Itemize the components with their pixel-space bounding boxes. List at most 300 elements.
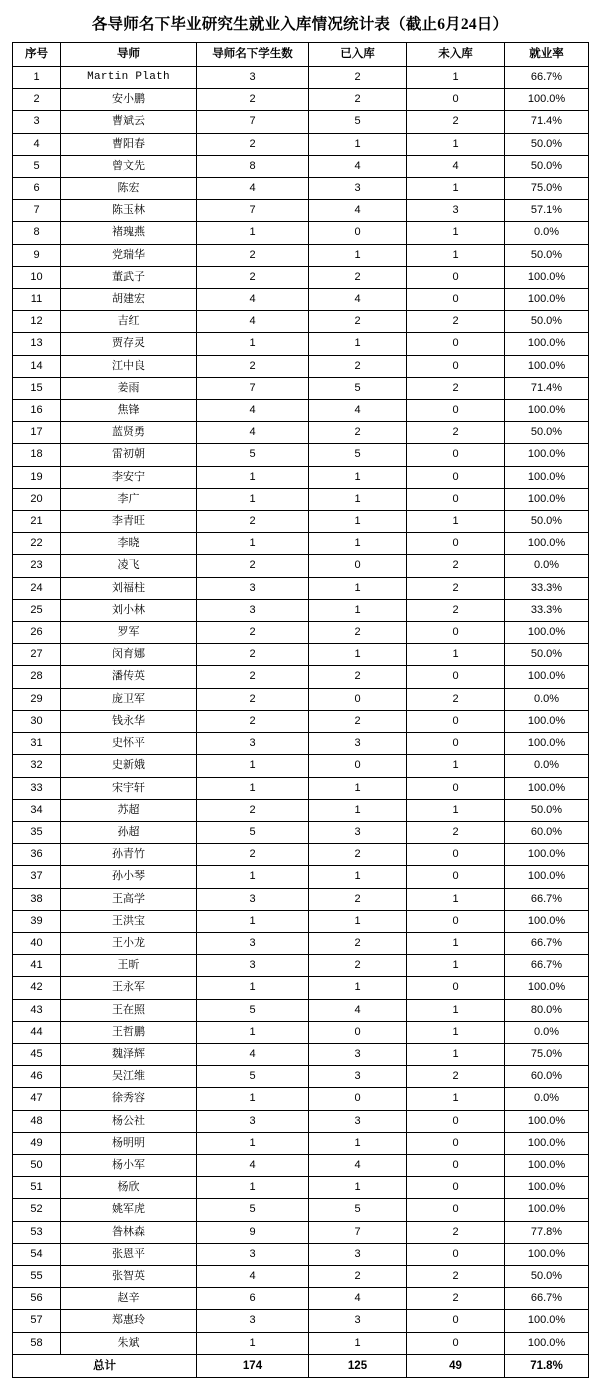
page-title: 各导师名下毕业研究生就业入库情况统计表（截止6月24日） — [91, 16, 509, 33]
cell-entered: 1 — [309, 1332, 407, 1354]
table-row — [13, 1177, 589, 1199]
cell-not-entered: 0 — [407, 89, 505, 111]
cell-not-entered: 1 — [407, 1021, 505, 1043]
cell-employment-rate: 80.0% — [505, 999, 589, 1021]
cell-index: 5 — [13, 155, 61, 177]
table-row — [13, 1199, 589, 1221]
cell-entered: 1 — [309, 777, 407, 799]
cell-advisor: Martin Plath — [61, 67, 197, 89]
cell-employment-rate: 33.3% — [505, 599, 589, 621]
cell-employment-rate: 50.0% — [505, 133, 589, 155]
cell-not-entered: 2 — [407, 555, 505, 577]
table-row — [13, 89, 589, 111]
cell-index: 50 — [13, 1154, 61, 1176]
cell-not-entered: 0 — [407, 488, 505, 510]
column-header-not-entered: 未入库 — [407, 43, 505, 67]
cell-index: 43 — [13, 999, 61, 1021]
cell-index: 44 — [13, 1021, 61, 1043]
cell-advisor: 吉红 — [61, 311, 197, 333]
cell-advisor: 刘福柱 — [61, 577, 197, 599]
cell-advisor: 孙超 — [61, 821, 197, 843]
cell-index: 36 — [13, 844, 61, 866]
cell-not-entered: 1 — [407, 932, 505, 954]
cell-advisor: 张智英 — [61, 1265, 197, 1287]
cell-student-count: 2 — [197, 666, 309, 688]
cell-employment-rate: 100.0% — [505, 866, 589, 888]
table-row — [13, 644, 589, 666]
cell-entered: 2 — [309, 67, 407, 89]
cell-index: 31 — [13, 733, 61, 755]
cell-advisor: 朱斌 — [61, 1332, 197, 1354]
cell-index: 52 — [13, 1199, 61, 1221]
cell-student-count: 4 — [197, 1154, 309, 1176]
table-row — [13, 688, 589, 710]
table-row — [13, 1332, 589, 1354]
cell-student-count: 2 — [197, 555, 309, 577]
cell-student-count: 7 — [197, 200, 309, 222]
cell-not-entered: 0 — [407, 777, 505, 799]
cell-not-entered: 0 — [407, 866, 505, 888]
cell-advisor: 昝林森 — [61, 1221, 197, 1243]
cell-index: 30 — [13, 710, 61, 732]
table-row — [13, 866, 589, 888]
cell-not-entered: 0 — [407, 1243, 505, 1265]
cell-student-count: 5 — [197, 1199, 309, 1221]
cell-index: 42 — [13, 977, 61, 999]
cell-index: 56 — [13, 1288, 61, 1310]
table-row — [13, 1221, 589, 1243]
cell-not-entered: 1 — [407, 799, 505, 821]
cell-student-count: 5 — [197, 821, 309, 843]
cell-not-entered: 0 — [407, 1177, 505, 1199]
cell-advisor: 曾文先 — [61, 155, 197, 177]
cell-employment-rate: 100.0% — [505, 1332, 589, 1354]
table-row — [13, 133, 589, 155]
cell-entered: 2 — [309, 355, 407, 377]
cell-index: 39 — [13, 910, 61, 932]
cell-entered: 4 — [309, 289, 407, 311]
cell-not-entered: 1 — [407, 955, 505, 977]
cell-employment-rate: 100.0% — [505, 89, 589, 111]
cell-advisor: 安小鹏 — [61, 89, 197, 111]
total-employment-rate: 71.8% — [505, 1354, 589, 1377]
cell-index: 21 — [13, 511, 61, 533]
cell-advisor: 吴江维 — [61, 1066, 197, 1088]
cell-employment-rate: 33.3% — [505, 577, 589, 599]
table-row — [13, 289, 589, 311]
cell-entered: 7 — [309, 1221, 407, 1243]
cell-student-count: 5 — [197, 1066, 309, 1088]
cell-advisor: 雷初朝 — [61, 444, 197, 466]
table-row — [13, 466, 589, 488]
table-row — [13, 511, 589, 533]
cell-student-count: 3 — [197, 888, 309, 910]
cell-index: 58 — [13, 1332, 61, 1354]
table-row — [13, 599, 589, 621]
cell-employment-rate: 71.4% — [505, 111, 589, 133]
cell-entered: 3 — [309, 1066, 407, 1088]
cell-employment-rate: 100.0% — [505, 977, 589, 999]
cell-index: 27 — [13, 644, 61, 666]
cell-student-count: 1 — [197, 777, 309, 799]
cell-advisor: 闵育娜 — [61, 644, 197, 666]
cell-not-entered: 0 — [407, 977, 505, 999]
cell-employment-rate: 0.0% — [505, 222, 589, 244]
cell-entered: 2 — [309, 1265, 407, 1287]
cell-not-entered: 0 — [407, 844, 505, 866]
column-header-advisor: 导师 — [61, 43, 197, 67]
cell-entered: 2 — [309, 622, 407, 644]
table-row — [13, 733, 589, 755]
cell-employment-rate: 100.0% — [505, 333, 589, 355]
cell-advisor: 蓝贤勇 — [61, 422, 197, 444]
cell-entered: 1 — [309, 799, 407, 821]
table-row — [13, 377, 589, 399]
cell-employment-rate: 0.0% — [505, 1021, 589, 1043]
cell-employment-rate: 0.0% — [505, 755, 589, 777]
cell-entered: 1 — [309, 866, 407, 888]
cell-student-count: 4 — [197, 422, 309, 444]
cell-entered: 1 — [309, 333, 407, 355]
cell-student-count: 3 — [197, 1243, 309, 1265]
cell-student-count: 2 — [197, 89, 309, 111]
cell-not-entered: 0 — [407, 1199, 505, 1221]
table-row — [13, 67, 589, 89]
cell-not-entered: 0 — [407, 1110, 505, 1132]
cell-not-entered: 0 — [407, 1132, 505, 1154]
cell-not-entered: 2 — [407, 688, 505, 710]
cell-employment-rate: 75.0% — [505, 1043, 589, 1065]
table-row — [13, 1021, 589, 1043]
cell-entered: 3 — [309, 1310, 407, 1332]
cell-employment-rate: 100.0% — [505, 266, 589, 288]
cell-not-entered: 2 — [407, 821, 505, 843]
cell-advisor: 江中良 — [61, 355, 197, 377]
cell-student-count: 1 — [197, 1132, 309, 1154]
cell-employment-rate: 50.0% — [505, 311, 589, 333]
cell-index: 32 — [13, 755, 61, 777]
cell-advisor: 潘传英 — [61, 666, 197, 688]
cell-not-entered: 0 — [407, 400, 505, 422]
cell-not-entered: 2 — [407, 377, 505, 399]
cell-advisor: 杨小军 — [61, 1154, 197, 1176]
cell-employment-rate: 100.0% — [505, 777, 589, 799]
cell-entered: 0 — [309, 222, 407, 244]
cell-student-count: 3 — [197, 733, 309, 755]
cell-advisor: 董武子 — [61, 266, 197, 288]
cell-not-entered: 1 — [407, 1043, 505, 1065]
cell-advisor: 徐秀容 — [61, 1088, 197, 1110]
cell-entered: 4 — [309, 1154, 407, 1176]
cell-advisor: 刘小林 — [61, 599, 197, 621]
cell-entered: 3 — [309, 178, 407, 200]
cell-not-entered: 1 — [407, 1088, 505, 1110]
cell-entered: 4 — [309, 1288, 407, 1310]
cell-student-count: 4 — [197, 311, 309, 333]
cell-student-count: 2 — [197, 511, 309, 533]
cell-index: 57 — [13, 1310, 61, 1332]
table-row — [13, 821, 589, 843]
cell-entered: 1 — [309, 511, 407, 533]
cell-student-count: 7 — [197, 111, 309, 133]
cell-employment-rate: 60.0% — [505, 821, 589, 843]
cell-employment-rate: 100.0% — [505, 444, 589, 466]
cell-student-count: 3 — [197, 1310, 309, 1332]
cell-index: 54 — [13, 1243, 61, 1265]
cell-index: 13 — [13, 333, 61, 355]
cell-entered: 0 — [309, 688, 407, 710]
table-row — [13, 555, 589, 577]
cell-advisor: 史新娥 — [61, 755, 197, 777]
cell-employment-rate: 60.0% — [505, 1066, 589, 1088]
cell-not-entered: 1 — [407, 999, 505, 1021]
cell-not-entered: 1 — [407, 222, 505, 244]
cell-employment-rate: 57.1% — [505, 200, 589, 222]
table-body — [13, 67, 589, 1378]
cell-entered: 1 — [309, 910, 407, 932]
cell-student-count: 5 — [197, 444, 309, 466]
cell-employment-rate: 100.0% — [505, 1154, 589, 1176]
cell-student-count: 1 — [197, 866, 309, 888]
cell-student-count: 2 — [197, 622, 309, 644]
cell-student-count: 2 — [197, 844, 309, 866]
table-row — [13, 1243, 589, 1265]
total-not-entered: 49 — [407, 1354, 505, 1377]
table-row — [13, 533, 589, 555]
cell-not-entered: 4 — [407, 155, 505, 177]
table-row — [13, 1288, 589, 1310]
cell-employment-rate: 66.7% — [505, 1288, 589, 1310]
table-row — [13, 622, 589, 644]
cell-advisor: 郑惠玲 — [61, 1310, 197, 1332]
employment-stats-table — [12, 42, 589, 1378]
cell-not-entered: 3 — [407, 200, 505, 222]
cell-index: 29 — [13, 688, 61, 710]
cell-advisor: 焦锋 — [61, 400, 197, 422]
table-row — [13, 1310, 589, 1332]
cell-employment-rate: 100.0% — [505, 1243, 589, 1265]
cell-advisor: 赵辛 — [61, 1288, 197, 1310]
cell-not-entered: 0 — [407, 444, 505, 466]
column-header-student-count: 导师名下学生数 — [197, 43, 309, 67]
cell-index: 10 — [13, 266, 61, 288]
column-header-entered: 已入库 — [309, 43, 407, 67]
cell-employment-rate: 0.0% — [505, 1088, 589, 1110]
table-row — [13, 999, 589, 1021]
cell-student-count: 4 — [197, 1043, 309, 1065]
cell-employment-rate: 0.0% — [505, 555, 589, 577]
cell-entered: 4 — [309, 155, 407, 177]
cell-advisor: 杨公社 — [61, 1110, 197, 1132]
cell-employment-rate: 77.8% — [505, 1221, 589, 1243]
cell-student-count: 2 — [197, 355, 309, 377]
cell-advisor: 王在照 — [61, 999, 197, 1021]
table-row — [13, 666, 589, 688]
table-row — [13, 955, 589, 977]
cell-index: 19 — [13, 466, 61, 488]
cell-index: 9 — [13, 244, 61, 266]
cell-index: 6 — [13, 178, 61, 200]
cell-entered: 2 — [309, 955, 407, 977]
cell-not-entered: 1 — [407, 511, 505, 533]
cell-advisor: 胡建宏 — [61, 289, 197, 311]
table-row — [13, 311, 589, 333]
cell-not-entered: 0 — [407, 733, 505, 755]
cell-employment-rate: 75.0% — [505, 178, 589, 200]
cell-employment-rate: 66.7% — [505, 932, 589, 954]
cell-index: 28 — [13, 666, 61, 688]
cell-employment-rate: 100.0% — [505, 1310, 589, 1332]
cell-index: 20 — [13, 488, 61, 510]
cell-entered: 5 — [309, 377, 407, 399]
cell-advisor: 姚军虎 — [61, 1199, 197, 1221]
total-student-count: 174 — [197, 1354, 309, 1377]
total-label: 总计 — [13, 1354, 197, 1377]
cell-student-count: 3 — [197, 67, 309, 89]
cell-entered: 1 — [309, 599, 407, 621]
cell-employment-rate: 50.0% — [505, 155, 589, 177]
cell-not-entered: 0 — [407, 355, 505, 377]
table-row — [13, 710, 589, 732]
table-row — [13, 400, 589, 422]
cell-index: 12 — [13, 311, 61, 333]
cell-entered: 3 — [309, 733, 407, 755]
cell-student-count: 7 — [197, 377, 309, 399]
cell-entered: 2 — [309, 666, 407, 688]
cell-entered: 1 — [309, 244, 407, 266]
cell-student-count: 8 — [197, 155, 309, 177]
column-header-index: 序号 — [13, 43, 61, 67]
cell-not-entered: 0 — [407, 289, 505, 311]
cell-employment-rate: 100.0% — [505, 622, 589, 644]
cell-student-count: 2 — [197, 710, 309, 732]
cell-employment-rate: 100.0% — [505, 533, 589, 555]
cell-not-entered: 2 — [407, 422, 505, 444]
cell-employment-rate: 66.7% — [505, 888, 589, 910]
cell-employment-rate: 50.0% — [505, 644, 589, 666]
cell-index: 7 — [13, 200, 61, 222]
cell-advisor: 陈宏 — [61, 178, 197, 200]
cell-student-count: 1 — [197, 466, 309, 488]
cell-entered: 0 — [309, 1088, 407, 1110]
cell-advisor: 杨明明 — [61, 1132, 197, 1154]
cell-student-count: 4 — [197, 289, 309, 311]
table-row — [13, 178, 589, 200]
cell-entered: 0 — [309, 1021, 407, 1043]
cell-not-entered: 2 — [407, 111, 505, 133]
table-header-row — [13, 43, 589, 67]
cell-advisor: 张恩平 — [61, 1243, 197, 1265]
cell-not-entered: 1 — [407, 244, 505, 266]
cell-student-count: 1 — [197, 1088, 309, 1110]
cell-student-count: 3 — [197, 577, 309, 599]
cell-entered: 0 — [309, 755, 407, 777]
cell-student-count: 1 — [197, 1332, 309, 1354]
cell-student-count: 2 — [197, 799, 309, 821]
cell-not-entered: 0 — [407, 1154, 505, 1176]
cell-advisor: 褚瑰燕 — [61, 222, 197, 244]
cell-not-entered: 1 — [407, 755, 505, 777]
cell-student-count: 1 — [197, 222, 309, 244]
cell-index: 45 — [13, 1043, 61, 1065]
cell-advisor: 孙青竹 — [61, 844, 197, 866]
cell-student-count: 1 — [197, 533, 309, 555]
table-row — [13, 932, 589, 954]
cell-student-count: 3 — [197, 932, 309, 954]
cell-index: 8 — [13, 222, 61, 244]
cell-employment-rate: 100.0% — [505, 466, 589, 488]
cell-advisor: 王哲鹏 — [61, 1021, 197, 1043]
cell-entered: 1 — [309, 977, 407, 999]
table-row — [13, 1132, 589, 1154]
cell-index: 22 — [13, 533, 61, 555]
cell-student-count: 2 — [197, 644, 309, 666]
cell-not-entered: 2 — [407, 311, 505, 333]
cell-entered: 2 — [309, 266, 407, 288]
cell-student-count: 3 — [197, 599, 309, 621]
cell-entered: 1 — [309, 1132, 407, 1154]
cell-employment-rate: 66.7% — [505, 67, 589, 89]
cell-not-entered: 0 — [407, 666, 505, 688]
cell-index: 25 — [13, 599, 61, 621]
cell-advisor: 贾存灵 — [61, 333, 197, 355]
cell-employment-rate: 50.0% — [505, 1265, 589, 1287]
cell-student-count: 4 — [197, 400, 309, 422]
cell-advisor: 曹斌云 — [61, 111, 197, 133]
cell-not-entered: 0 — [407, 333, 505, 355]
table-row — [13, 488, 589, 510]
table-row — [13, 333, 589, 355]
cell-entered: 1 — [309, 488, 407, 510]
cell-employment-rate: 50.0% — [505, 244, 589, 266]
cell-entered: 2 — [309, 844, 407, 866]
cell-student-count: 1 — [197, 1177, 309, 1199]
cell-not-entered: 1 — [407, 178, 505, 200]
table-row — [13, 1265, 589, 1287]
cell-entered: 1 — [309, 466, 407, 488]
cell-entered: 2 — [309, 89, 407, 111]
cell-student-count: 2 — [197, 244, 309, 266]
table-row — [13, 977, 589, 999]
cell-employment-rate: 100.0% — [505, 355, 589, 377]
cell-entered: 3 — [309, 1043, 407, 1065]
cell-not-entered: 0 — [407, 710, 505, 732]
cell-index: 1 — [13, 67, 61, 89]
cell-entered: 2 — [309, 710, 407, 732]
cell-index: 48 — [13, 1110, 61, 1132]
cell-advisor: 凌飞 — [61, 555, 197, 577]
cell-employment-rate: 66.7% — [505, 955, 589, 977]
cell-employment-rate: 100.0% — [505, 488, 589, 510]
cell-advisor: 姜雨 — [61, 377, 197, 399]
cell-student-count: 1 — [197, 1021, 309, 1043]
cell-index: 16 — [13, 400, 61, 422]
cell-index: 4 — [13, 133, 61, 155]
cell-entered: 3 — [309, 1243, 407, 1265]
cell-entered: 1 — [309, 133, 407, 155]
cell-index: 11 — [13, 289, 61, 311]
cell-employment-rate: 100.0% — [505, 1132, 589, 1154]
cell-not-entered: 0 — [407, 533, 505, 555]
cell-advisor: 李青旺 — [61, 511, 197, 533]
cell-advisor: 李安宁 — [61, 466, 197, 488]
cell-student-count: 3 — [197, 1110, 309, 1132]
cell-entered: 3 — [309, 821, 407, 843]
cell-index: 37 — [13, 866, 61, 888]
table-row — [13, 1110, 589, 1132]
cell-index: 55 — [13, 1265, 61, 1287]
cell-advisor: 王高学 — [61, 888, 197, 910]
